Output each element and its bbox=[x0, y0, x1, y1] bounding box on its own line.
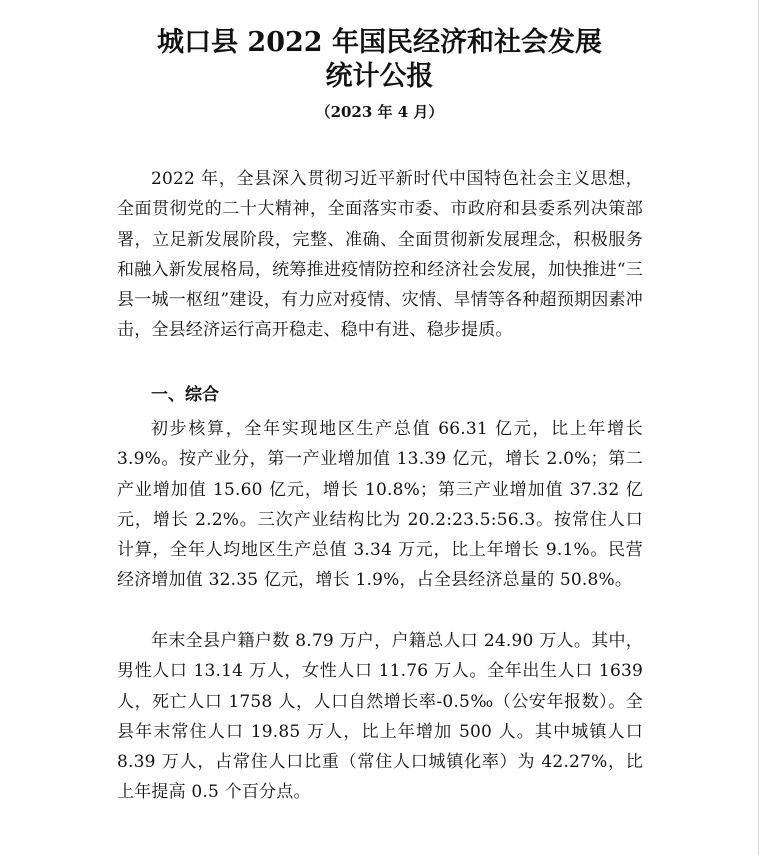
document-title-line1: 城口县 2022 年国民经济和社会发展 bbox=[157, 27, 602, 58]
intro-paragraph: 2022 年，全县深入贯彻习近平新时代中国特色社会主义思想，全面贯彻党的二十大精神，全面落实市委、市政府和县委系列决策部署，立足新发展阶段，完整、准确、全面贯彻新发展理念，积极服务和融入新发展格局，统筹推进疫情防控和经济社会发展，加快推进“三县一城一枢纽”建设，有力应对疫情、灾情、旱情等各种超预期因素冲击，全县经济运行高开稳走、稳中有进、稳步提质。 bbox=[117, 169, 643, 341]
population-paragraph: 年末全县户籍户数 8.79 万户，户籍总人口 24.90 万人。其中，男性人口 13.14 万人，女性人口 11.76 万人。全年出生人口 1639 人，死亡人口 1758 人，人口自然增长率-0.5‰（公安年报数）。全县年末常住人口 19.85 万人，比上年增加 500 人。其中城镇人口 8.39 万人，占常住人口比重（常住人口城镇化率）为 42.27%，比上年提高 0.5 个百分点。 bbox=[117, 631, 643, 803]
gdp-paragraph: 初步核算，全年实现地区生产总值 66.31 亿元，比上年增长 3.9%。按产业分，第一产业增加值 13.39 亿元，增长 2.0%；第二产业增加值 15.60 亿元，增长 10.8%；第三产业增加值 37.32 亿元，增长 2.2%。三次产业结构比为 20.2:23.5:56.3。按常住人口计算，全年人均地区生产总值 3.34 万元，比上年增长 9.1%。民营经济增加值 32.35 亿元，增长 1.9%，占全县经济总量的 50.8%。 bbox=[117, 419, 643, 591]
section-heading-overview: 一、综合 bbox=[151, 385, 219, 405]
document-date: （2023 年 4 月） bbox=[315, 103, 444, 121]
document-title-line2: 统计公报 bbox=[325, 61, 434, 92]
